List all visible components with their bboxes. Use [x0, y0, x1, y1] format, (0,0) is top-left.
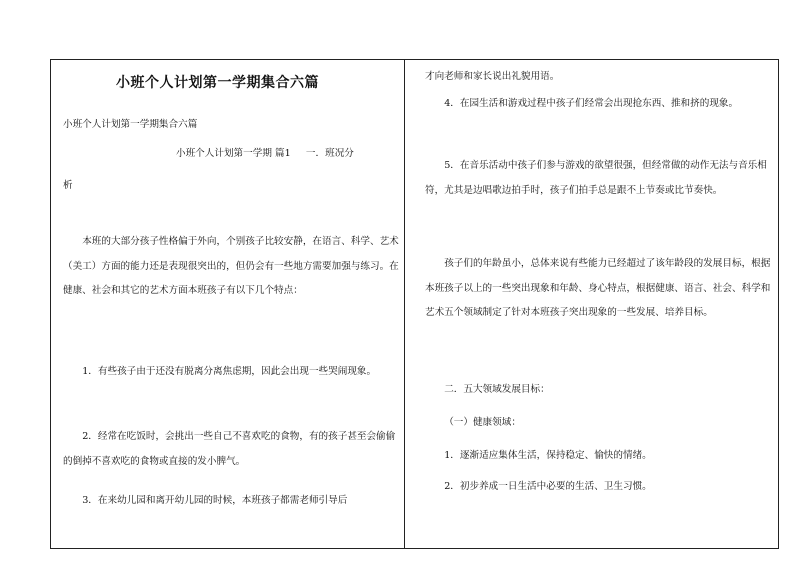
continued-text: 才向老师和家长说出礼貌用语。 [425, 71, 560, 82]
intro-paragraph: 本班的大部分孩子性格偏于外向，个别孩子比较安静，在语言、科学、艺术（美工）方面的能力还是表现很突出的，但仍会有一些地方需要加强与练习。在健康、社会和其它的艺术方面本班孩子有以下几个特点： [63, 236, 399, 296]
list-item-3: 3．在来幼儿园和离开幼儿园的时候，本班孩子都需老师引导后 [82, 495, 348, 506]
right-column [405, 59, 779, 549]
section-heading-cont: 析 [63, 180, 73, 191]
list-item-2: 2．经常在吃饭时，会挑出一些自己不喜欢吃的食物，有的孩子甚至会偷偷的倒掉不喜欢吃的食物或直接的发小脾气。 [63, 431, 396, 467]
section-2-heading: 二．五大领域发展目标： [444, 384, 550, 395]
list-item-4: 4．在园生活和游戏过程中孩子们经常会出现抢东西、推和挤的现象。 [444, 98, 739, 109]
health-goal-1: 1．逐渐适应集体生活，保持稳定、愉快的情绪。 [444, 450, 652, 461]
list-item-5: 5．在音乐活动中孩子们参与游戏的欲望很强，但经常做的动作无法与音乐相符，尤其是边唱歌边拍手时，孩子们拍手总是跟不上节奏或比节奏快。 [425, 160, 767, 196]
health-goal-2: 2．初步养成一日生活中必要的生活、卫生习惯。 [444, 481, 652, 492]
document-title: 小班个人计划第一学期集合六篇 [116, 75, 319, 91]
summary-paragraph: 孩子们的年龄虽小，总体来说有些能力已经超过了该年龄段的发展目标，根据本班孩子以上的一些突出现象和年龄、身心特点，根据健康、语言、社会、科学和艺术五个领域制定了针对本班孩子突出现象的一些发展、培养目标。 [425, 258, 771, 318]
section-heading: 小班个人计划第一学期 篇1 一．班况分 [176, 148, 354, 159]
list-item-1: 1．有些孩子由于还没有脱离分离焦虑期，因此会出现一些哭闹现象。 [82, 366, 377, 377]
health-domain-heading: （一）健康领域： [444, 417, 521, 428]
document-subtitle: 小班个人计划第一学期集合六篇 [63, 119, 198, 130]
left-column [50, 59, 404, 549]
